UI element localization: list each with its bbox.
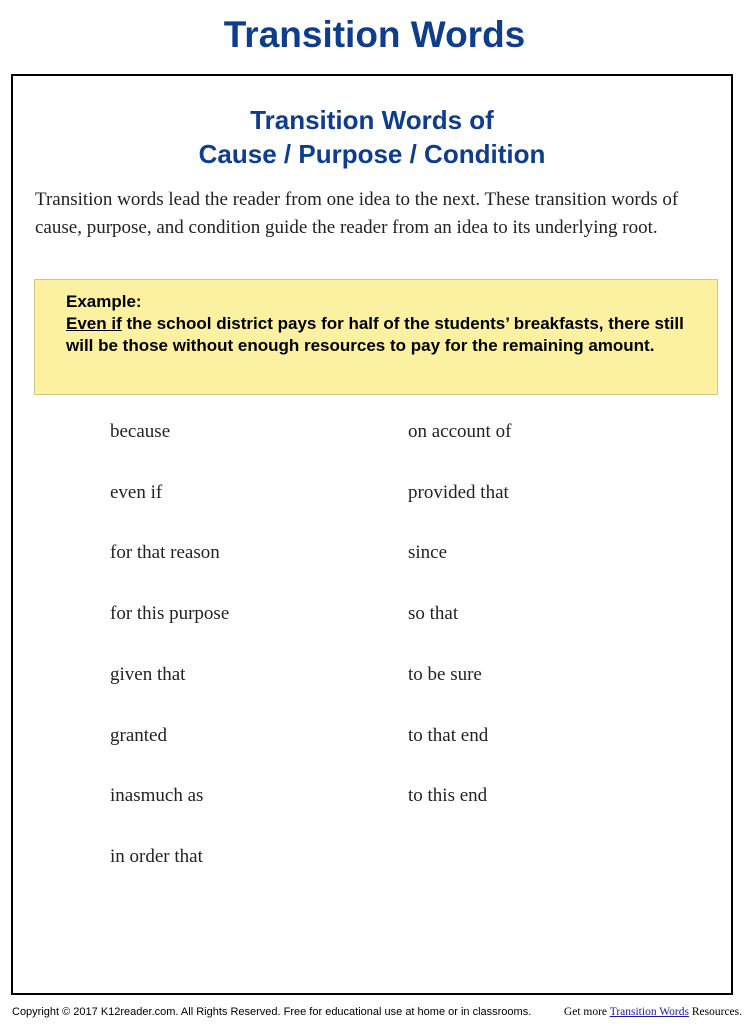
word-right-3: since (408, 542, 448, 563)
word-left-4: for this purpose (110, 603, 230, 624)
more-resources (564, 1005, 742, 1019)
more-prefix: Get more (563, 1006, 610, 1018)
transition-words-link[interactable]: Transition Words (609, 1006, 689, 1018)
example-sentence-rest: the school district pays for half of the students’ breakfasts, there still will be those without enough resources to pay for the remaining amount. (66, 314, 684, 355)
copyright-text: Copyright © 2017 K12reader.com. All Rights Reserved. Free for educational use at home or in classrooms. (12, 1006, 532, 1018)
word-right-1: on account of (408, 421, 512, 442)
section-title-line-2: Cause / Purpose / Condition (198, 139, 546, 169)
page-title: Transition Words (223, 14, 526, 55)
example-underlined-phrase: Even if (66, 314, 122, 333)
worksheet-frame (11, 74, 733, 995)
word-right-6: to that end (408, 725, 489, 746)
intro-paragraph: Transition words lead the reader from one idea to the next. These transition words of cause, purpose, and condition guide the reader from an idea to its underlying root. (35, 189, 679, 238)
word-left-5: given that (110, 664, 186, 685)
example-sentence (66, 313, 687, 357)
word-right-5: to be sure (408, 664, 482, 685)
word-right-7: to this end (408, 785, 488, 806)
word-left-6: granted (110, 725, 167, 746)
more-suffix: Resources. (688, 1006, 742, 1018)
word-left-2: even if (110, 482, 163, 503)
example-box (34, 279, 718, 395)
footer (12, 1005, 742, 1019)
section-title (13, 103, 731, 171)
word-left-3: for that reason (110, 542, 220, 563)
word-left-8: in order that (110, 846, 203, 867)
word-left-1: because (110, 421, 171, 442)
word-right-4: so that (408, 603, 459, 624)
word-left-7: inasmuch as (110, 785, 204, 806)
example-label: Example: (66, 292, 142, 311)
word-right-2: provided that (408, 482, 509, 503)
section-title-line-1: Transition Words of (250, 105, 494, 135)
